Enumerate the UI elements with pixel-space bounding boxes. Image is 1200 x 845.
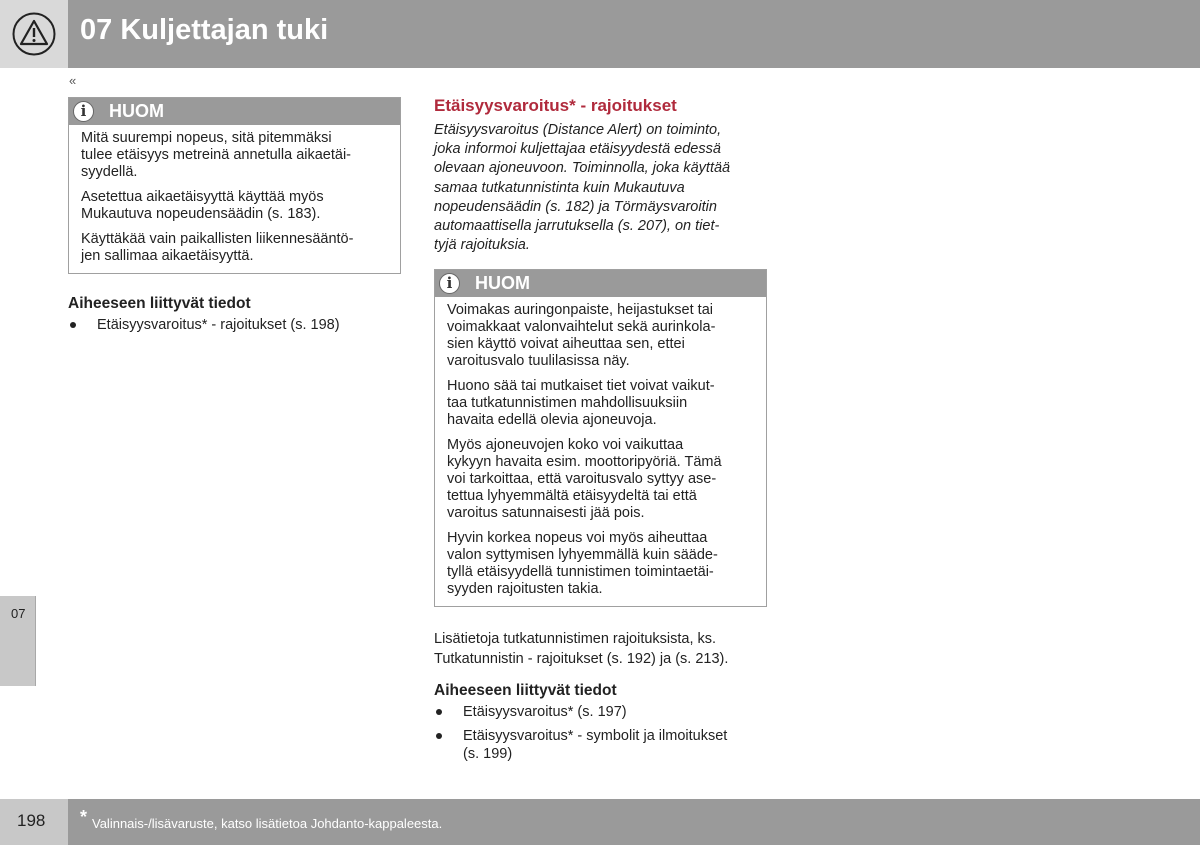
section-title: Etäisyysvaroitus* - rajoitukset — [434, 96, 677, 115]
note-header — [69, 98, 400, 125]
chapter-header — [0, 0, 1200, 68]
related-link[interactable]: Etäisyysvaroitus* - symbolit ja ilmoitukset (s. 199) — [434, 727, 774, 763]
related-link[interactable]: Etäisyysvaroitus* - rajoitukset (s. 198) — [68, 316, 399, 334]
info-icon: i — [439, 273, 460, 294]
related-list — [434, 703, 774, 769]
body-paragraph: Lisätietoja tutkatunnistimen rajoituksista, ks. Tutkatunnistin - rajoitukset (s. 192) ja (s. 213). — [434, 631, 729, 667]
related-heading: Aiheeseen liittyvät tiedot — [434, 682, 617, 699]
page-number: 198 — [17, 811, 46, 830]
note-body — [69, 125, 400, 273]
related-heading: Aiheeseen liittyvät tiedot — [68, 295, 251, 312]
info-icon: i — [73, 101, 94, 122]
note-paragraph: Myös ajoneuvojen koko voi vaikuttaa kykyyn havaita esim. moottoripyöriä. Tämä voi tarkoittaa, että varoitusvalo syttyy ase- tettua lyhyemmältä etäisyydeltä tai että varoitus satunnaisesti jää pois. — [447, 437, 722, 521]
page-number-box — [0, 799, 68, 845]
note-paragraph: Huono sää tai mutkaiset tiet voivat vaikut- taa tutkatunnistimen mahdollisuuksiin havaita edellä olevia ajoneuvoja. — [447, 378, 715, 428]
note-paragraph: Hyvin korkea nopeus voi myös aiheuttaa valon syttymisen lyhyemmällä kuin sääde- tyllä etäisyydellä tunnistimen toimintaetäi- syyden rajoitusten takia. — [447, 530, 718, 597]
note-paragraph: Asetettua aikaetäisyyttä käyttää myös Mukautuva nopeudensäädin (s. 183). — [81, 189, 324, 222]
chapter-side-tab-label: 07 — [11, 606, 26, 621]
related-link[interactable]: Etäisyysvaroitus* (s. 197) — [434, 703, 774, 721]
warning-triangle-icon — [12, 12, 56, 56]
footnote-text: Valinnais-/lisävaruste, katso lisätietoa Johdanto-kappaleesta. — [92, 816, 443, 831]
back-arrows-icon[interactable]: « — [69, 73, 74, 88]
note-paragraph: Voimakas auringonpaiste, heijastukset tai voimakkaat valonvaihtelut sekä aurinkola- sien käyttö voivat aiheuttaa sen, ettei varoitusvalo tuulilasissa näy. — [447, 302, 716, 369]
section-intro: Etäisyysvaroitus (Distance Alert) on toiminto, joka informoi kuljettajaa etäisyydestä edessä olevaan ajoneuvoon. Toiminnolla, joka käyttää samaa tutkatunnistinta kuin Mukautuva nopeudensäädin (s. 182) ja Törmäysvaroitin automaattisella jarrutuksella (s. 207), on tiet- tyjä rajoituksia. — [434, 122, 731, 254]
footer-bar — [68, 799, 1200, 845]
footnote-star: * — [80, 807, 88, 827]
note-paragraph: Käyttäkää vain paikallisten liikennesääntö- jen sallimaa aikaetäisyyttä. — [81, 231, 354, 264]
right-note-box — [434, 269, 767, 607]
note-label: HUOM — [109, 101, 164, 121]
chapter-title: 07 Kuljettajan tuki — [80, 14, 329, 46]
left-note-box — [68, 97, 401, 274]
chapter-side-tab[interactable] — [0, 596, 36, 686]
note-label: HUOM — [475, 273, 530, 293]
page-footer — [0, 799, 1200, 845]
note-body — [435, 297, 766, 606]
note-header — [435, 270, 766, 297]
note-paragraph: Mitä suurempi nopeus, sitä pitemmäksi tulee etäisyys metreinä annetulla aikaetäi- syydellä. — [81, 130, 352, 180]
chapter-icon-box — [0, 0, 68, 68]
related-list — [68, 316, 399, 340]
